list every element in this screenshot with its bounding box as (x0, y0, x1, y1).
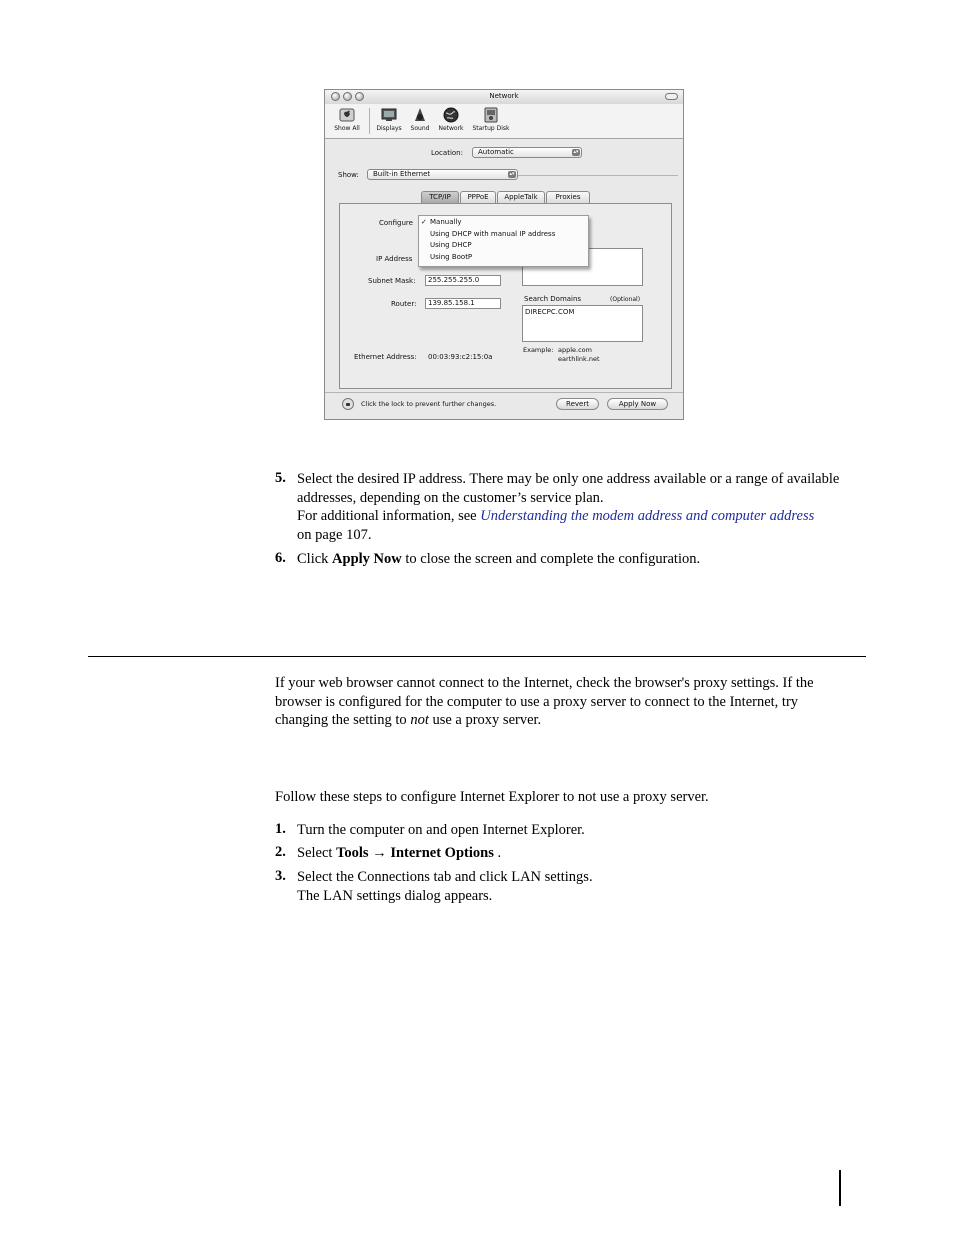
paragraph-line: browser is configured for the computer to use a proxy server to connect to the Internet, try (275, 693, 799, 710)
modem-address-link[interactable]: Understanding the modem address and computer address (480, 508, 815, 525)
search-domains-label: Search Domains (524, 295, 582, 303)
step-1-text: Turn the computer on and open Internet Explorer. (297, 822, 585, 838)
toolbar-sound[interactable] (407, 107, 433, 132)
proxy-settings-paragraph (275, 674, 875, 730)
show-all-icon (339, 107, 355, 123)
lock-icon[interactable] (342, 398, 354, 410)
divider (518, 175, 678, 176)
toolbar-show-all[interactable] (331, 107, 363, 132)
step-6-post: to close the screen and complete the configuration. (401, 551, 701, 567)
window-titlebar (325, 90, 683, 105)
step-5-line: on page 107. (297, 526, 372, 543)
paragraph-line: If your web browser cannot connect to the Internet, check the browser's proxy settings. If the (275, 675, 814, 691)
preferences-toolbar (325, 104, 683, 139)
step-number: 6. (275, 550, 286, 566)
ip-address-label: IP Address (376, 255, 413, 263)
section-divider (88, 656, 866, 657)
checkmark-icon: ✓ (421, 218, 427, 226)
subnet-mask-label: Subnet Mask: (368, 277, 416, 285)
configure-label: Configure (379, 219, 413, 227)
sound-icon (412, 107, 428, 123)
lock-hint-text: Click the lock to prevent further changes. (361, 400, 497, 408)
router-label: Router: (391, 300, 417, 308)
divider (325, 392, 683, 393)
step-5-line: addresses, depending on the customer’s service plan. (297, 489, 604, 506)
toolbar-label: Displays (376, 125, 402, 132)
step-number: 1. (275, 821, 286, 837)
tab-appletalk[interactable]: AppleTalk (497, 191, 545, 203)
window-title: Network (489, 92, 519, 100)
toolbar-label: Network (438, 125, 464, 132)
location-value: Automatic (478, 148, 514, 156)
toolbar-displays[interactable] (374, 107, 404, 132)
example-value: apple.com (558, 346, 592, 354)
menu-item-bootp[interactable] (419, 252, 588, 264)
revert-button[interactable]: Revert (556, 398, 599, 410)
subnet-mask-field[interactable]: 255.255.255.0 (425, 275, 501, 286)
menu-item-label: Manually (430, 218, 462, 226)
menu-item-manually[interactable] (419, 217, 588, 229)
tab-proxies[interactable]: Proxies (546, 191, 590, 203)
step-6-text (297, 550, 872, 569)
toolbar-separator (369, 108, 370, 134)
paragraph-text: changing the setting to (275, 712, 411, 729)
page-margin-bar (839, 1170, 841, 1206)
optional-label: (Optional) (610, 296, 641, 303)
location-popup[interactable] (472, 147, 582, 158)
show-value: Built-in Ethernet (373, 170, 431, 178)
tab-pppoe[interactable]: PPPoE (460, 191, 496, 203)
displays-icon (381, 107, 397, 123)
toolbar-label: Startup Disk (472, 125, 510, 132)
step-2-post: . (493, 845, 502, 861)
step-6-pre: Click (297, 551, 333, 567)
step-3-line: The LAN settings dialog appears. (297, 887, 493, 904)
tab-tcpip[interactable]: TCP/IP (421, 191, 459, 203)
paragraph-text: use a proxy server. (428, 712, 542, 729)
tools-internet-options-term: Tools → Internet Options (336, 845, 494, 861)
menu-item-label: Using DHCP with manual IP address (430, 229, 556, 238)
step-2-text (297, 844, 872, 863)
popup-arrows-icon: ▴▾ (509, 171, 515, 177)
step-5-text (297, 470, 872, 544)
menu-item-dhcp-manual[interactable] (419, 229, 588, 241)
search-domains-field[interactable] (522, 305, 643, 342)
search-domains-value: DIRECPC.COM (525, 308, 575, 316)
apply-now-term: Apply Now (332, 551, 402, 567)
toolbar-network[interactable] (435, 107, 467, 132)
network-globe-icon (443, 107, 459, 123)
step-number: 2. (275, 844, 286, 860)
step-3-line: Select the Connections tab and click LAN settings. (297, 869, 593, 885)
step-5-see-text: For additional information, see (297, 508, 481, 525)
paragraph-line (275, 711, 875, 730)
popup-arrows-icon: ▴▾ (573, 149, 579, 155)
step-number: 3. (275, 868, 286, 884)
step-number: 5. (275, 470, 286, 486)
ethernet-address-value: 00:03:93:c2:15:0a (428, 353, 493, 361)
menu-item-label: Using DHCP (430, 241, 472, 249)
toolbar-toggle-button[interactable] (665, 93, 678, 100)
example-value: earthlink.net (558, 355, 600, 363)
step-5-line (297, 507, 872, 526)
toolbar-startup-disk[interactable] (470, 107, 512, 132)
ie-intro-text: Follow these steps to configure Internet Explorer to not use a proxy server. (275, 789, 709, 805)
show-label: Show: (338, 171, 359, 179)
network-preferences-screenshot (324, 89, 684, 420)
configure-dropdown-menu (418, 215, 589, 267)
ethernet-address-label: Ethernet Address: (354, 353, 417, 361)
show-popup[interactable] (367, 169, 518, 180)
step-5-line: Select the desired IP address. There may be only one address available or a range of available (297, 471, 840, 487)
router-field[interactable]: 139.85.158.1 (425, 298, 501, 309)
location-label: Location: (431, 149, 463, 157)
toolbar-label: Sound (410, 125, 430, 132)
step-2-pre: Select (297, 845, 337, 861)
menu-item-dhcp[interactable] (419, 240, 588, 252)
startup-disk-icon (483, 107, 499, 123)
step-3-text (297, 868, 872, 905)
menu-item-label: Using BootP (430, 252, 473, 261)
apply-now-button[interactable]: Apply Now (607, 398, 668, 410)
example-label: Example: (523, 346, 554, 354)
emphasis-not: not (410, 712, 429, 729)
toolbar-label: Show All (334, 125, 360, 132)
